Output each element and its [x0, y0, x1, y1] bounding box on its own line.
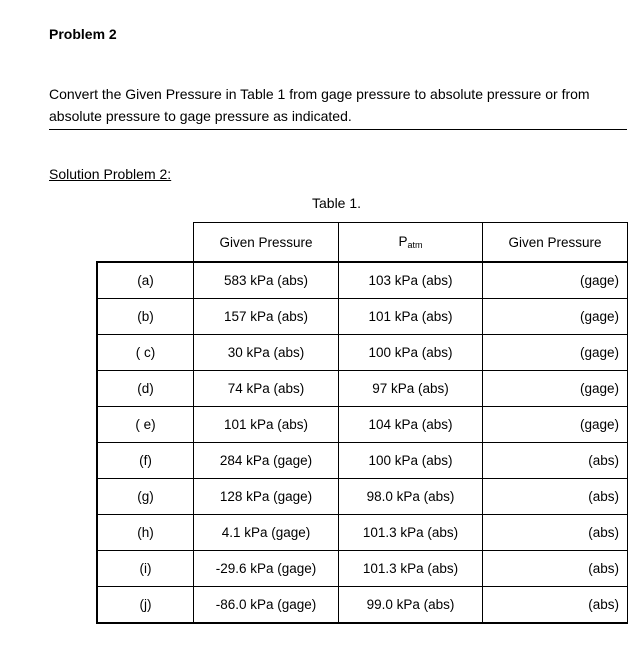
problem-statement: Convert the Given Pressure in Table 1 from gage pressure to absolute pressure or from absolute pressure to gage pressure as indicated. [49, 83, 627, 130]
patm-cell: 101 kPa (abs) [339, 299, 483, 335]
row-label: ( c) [97, 335, 194, 371]
patm-cell: 98.0 kPa (abs) [339, 479, 483, 515]
header-blank-cell [97, 223, 194, 263]
table-row [97, 515, 628, 551]
patm-cell: 100 kPa (abs) [339, 443, 483, 479]
result-pressure-cell: (gage) [483, 371, 628, 407]
patm-cell: 101.3 kPa (abs) [339, 515, 483, 551]
given-pressure-cell: 30 kPa (abs) [194, 335, 339, 371]
patm-cell: 103 kPa (abs) [339, 262, 483, 299]
given-pressure-cell: 74 kPa (abs) [194, 371, 339, 407]
patm-cell: 104 kPa (abs) [339, 407, 483, 443]
row-label: (b) [97, 299, 194, 335]
result-pressure-cell: (gage) [483, 335, 628, 371]
result-pressure-cell: (gage) [483, 299, 628, 335]
table-row [97, 587, 628, 624]
table-row [97, 479, 628, 515]
row-label: (j) [97, 587, 194, 624]
row-label: (f) [97, 443, 194, 479]
pressure-table [96, 222, 628, 624]
result-pressure-cell: (abs) [483, 587, 628, 624]
row-label: (d) [97, 371, 194, 407]
given-pressure-cell: 128 kPa (gage) [194, 479, 339, 515]
header-given-pressure: Given Pressure [194, 223, 339, 263]
patm-cell: 101.3 kPa (abs) [339, 551, 483, 587]
given-pressure-cell: 157 kPa (abs) [194, 299, 339, 335]
header-result-pressure: Given Pressure [483, 223, 628, 263]
problem-title: Problem 2 [49, 26, 117, 42]
row-label: (h) [97, 515, 194, 551]
table-header-row [97, 223, 628, 263]
table-row [97, 551, 628, 587]
table-row [97, 335, 628, 371]
given-pressure-cell: 284 kPa (gage) [194, 443, 339, 479]
result-pressure-cell: (gage) [483, 262, 628, 299]
row-label: (i) [97, 551, 194, 587]
given-pressure-cell: -29.6 kPa (gage) [194, 551, 339, 587]
table-body [97, 262, 628, 623]
row-label: (g) [97, 479, 194, 515]
result-pressure-cell: (gage) [483, 407, 628, 443]
table-row [97, 299, 628, 335]
given-pressure-cell: 101 kPa (abs) [194, 407, 339, 443]
result-pressure-cell: (abs) [483, 443, 628, 479]
patm-cell: 97 kPa (abs) [339, 371, 483, 407]
patm-cell: 99.0 kPa (abs) [339, 587, 483, 624]
result-pressure-cell: (abs) [483, 551, 628, 587]
table-row [97, 262, 628, 299]
given-pressure-cell: -86.0 kPa (gage) [194, 587, 339, 624]
header-patm-subscript: atm [407, 240, 423, 250]
table-caption: Table 1. [312, 195, 362, 211]
given-pressure-cell: 4.1 kPa (gage) [194, 515, 339, 551]
result-pressure-cell: (abs) [483, 479, 628, 515]
header-patm-main: P [398, 234, 408, 249]
header-patm [339, 223, 483, 263]
table-row [97, 407, 628, 443]
row-label: (a) [97, 262, 194, 299]
result-pressure-cell: (abs) [483, 515, 628, 551]
row-label: ( e) [97, 407, 194, 443]
table-row [97, 443, 628, 479]
solution-heading: Solution Problem 2: [49, 166, 172, 182]
given-pressure-cell: 583 kPa (abs) [194, 262, 339, 299]
table-row [97, 371, 628, 407]
patm-cell: 100 kPa (abs) [339, 335, 483, 371]
